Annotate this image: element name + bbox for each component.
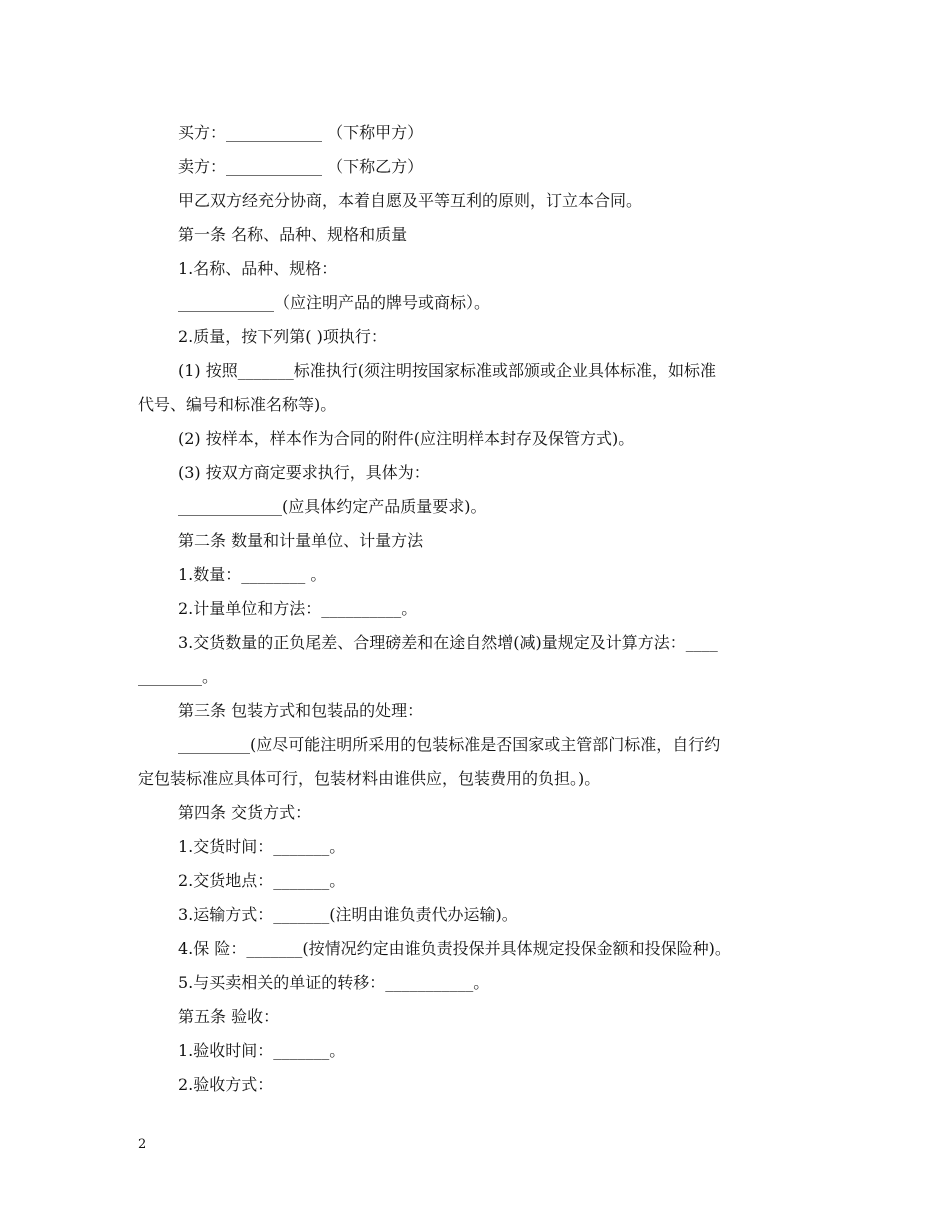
document-line: 1.验收时间：_______。: [178, 1041, 346, 1060]
document-line: 定包装标准应具体可行，包装材料由谁供应，包装费用的负担。)。: [138, 769, 601, 788]
page-number: 2: [138, 1137, 147, 1152]
document-line: 1.名称、品种、规格：: [178, 259, 338, 278]
document-line: ____________（应注明产品的牌号或商标）。: [178, 293, 491, 312]
document-line: _____________(应具体约定产品质量要求)。: [178, 497, 487, 516]
document-line: 第一条 名称、品种、规格和质量: [178, 225, 408, 244]
document-line: 第五条 验收：: [178, 1007, 280, 1026]
document-line: 1.交货时间：_______。: [178, 837, 346, 856]
document-line: 3.交货数量的正负尾差、合理磅差和在途自然增(减)量规定及计算方法：____: [178, 633, 718, 652]
document-line: 第三条 包装方式和包装品的处理：: [178, 701, 424, 720]
document-line: 4.保 险：_______(按情况约定由谁负责投保并具体规定投保金额和投保险种)。: [178, 939, 731, 958]
document-line: (2) 按样本，样本作为合同的附件(应注明样本封存及保管方式)。: [178, 429, 635, 448]
document-line: 第四条 交货方式：: [178, 803, 312, 822]
document-line: 2.质量，按下列第( )项执行：: [178, 327, 387, 346]
document-line: 1.数量：________ 。: [178, 565, 327, 584]
document-line: _________(应尽可能注明所采用的包装标准是否国家或主管部门标准，自行约: [178, 735, 721, 754]
document-line: (3) 按双方商定要求执行，具体为：: [178, 463, 430, 482]
document-line: 买方：____________ （下称甲方）: [178, 123, 424, 142]
document-line: 代号、编号和标准名称等)。: [138, 395, 337, 414]
document-line: ________。: [138, 667, 219, 686]
document-line: 甲乙双方经充分协商，本着自愿及平等互利的原则，订立本合同。: [178, 191, 643, 210]
document-body: [138, 116, 828, 1102]
document-line: 2.计量单位和方法：__________。: [178, 599, 418, 618]
document-line: 5.与买卖相关的单证的转移：___________。: [178, 973, 490, 992]
document-line: 第二条 数量和计量单位、计量方法: [178, 531, 424, 550]
document-line: (1) 按照_______标准执行(须注明按国家标准或部颁或企业具体标准，如标准: [178, 361, 716, 380]
document-line: 卖方：____________ （下称乙方）: [178, 157, 424, 176]
document-line: 2.验收方式：: [178, 1075, 274, 1094]
document-line: 2.交货地点：_______。: [178, 871, 346, 890]
document-line: 3.运输方式：_______(注明由谁负责代办运输)。: [178, 905, 518, 924]
